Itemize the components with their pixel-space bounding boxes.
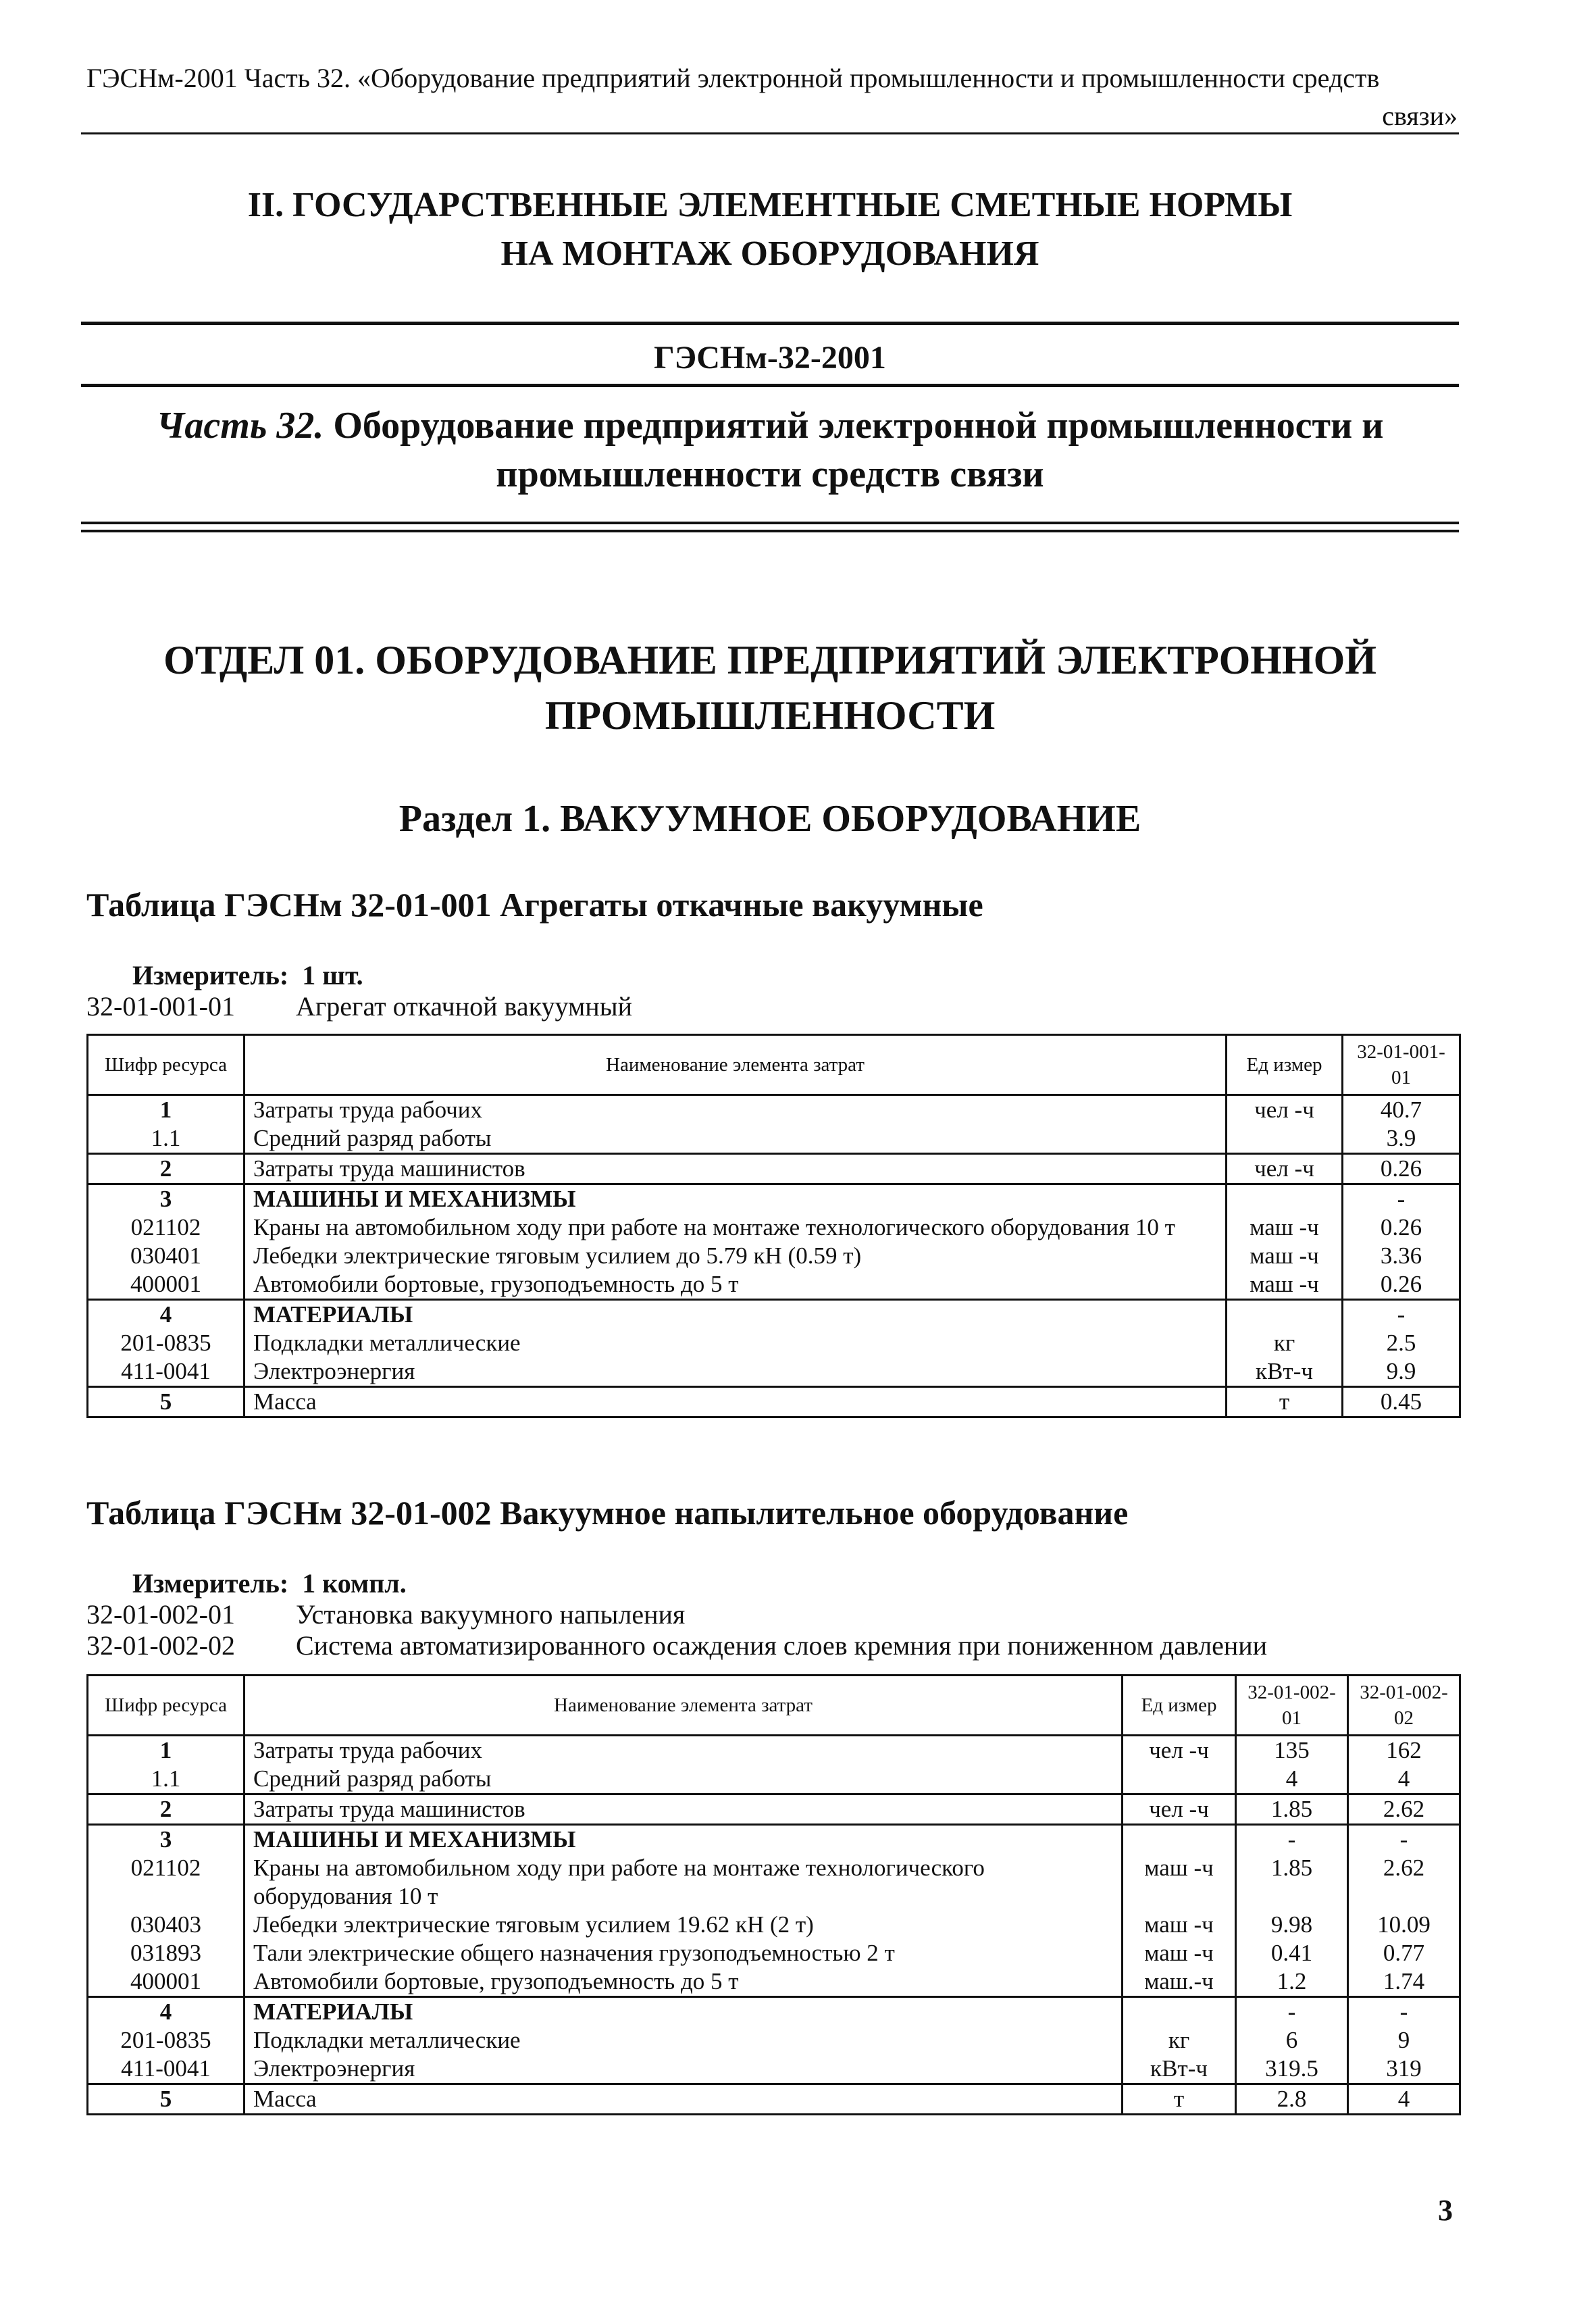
table2-measure — [132, 1567, 407, 1599]
row-value-2: 9 — [1348, 2026, 1460, 2055]
table2-rate-name-2: Система автоматизированного осаждения слоев кремния при пониженном давлении — [296, 1630, 1268, 1661]
row-value-1: 0.26 — [1343, 1270, 1460, 1300]
row-value-1: 0.26 — [1343, 1154, 1460, 1184]
row-code: 201-0835 — [88, 2026, 244, 2055]
table-row — [88, 1357, 1460, 1387]
table1 — [86, 1034, 1461, 1418]
row-name: Краны на автомобильном ходу при работе на монтаже технологического оборудования 10 т — [244, 1213, 1227, 1242]
running-header-line2: связи» — [1382, 101, 1458, 131]
row-value-1: 135 — [1236, 1736, 1348, 1765]
row-unit — [1227, 1300, 1343, 1330]
table-row — [88, 2084, 1460, 2115]
row-value-1: - — [1343, 1300, 1460, 1330]
row-unit: чел -ч — [1227, 1154, 1343, 1184]
code-rule-bottom — [81, 384, 1459, 387]
row-value-1: 9.98 — [1236, 1911, 1348, 1939]
row-name: Автомобили бортовые, грузоподъемность до 5 т — [244, 1967, 1123, 1997]
row-unit: маш -ч — [1123, 1911, 1236, 1939]
part-title-line1: Оборудование предприятий электронной промышленности и — [324, 405, 1384, 447]
row-code: 400001 — [88, 1967, 244, 1997]
row-code: 201-0835 — [88, 1329, 244, 1357]
row-name: Лебедки электрические тяговым усилием 19.62 кН (2 т) — [244, 1911, 1123, 1939]
row-value-2: - — [1348, 1825, 1460, 1855]
row-value-1: 319.5 — [1236, 2055, 1348, 2084]
row-code: 030401 — [88, 1242, 244, 1270]
row-value-2: - — [1348, 1997, 1460, 2027]
row-unit — [1123, 1765, 1236, 1794]
table1-measure — [132, 959, 363, 991]
table2-measure-label: Измеритель: — [132, 1568, 289, 1599]
table-row — [88, 1329, 1460, 1357]
row-unit: чел -ч — [1227, 1095, 1343, 1125]
row-value-2: 4 — [1348, 2084, 1460, 2115]
row-unit: т — [1123, 2084, 1236, 2115]
row-unit: маш -ч — [1123, 1939, 1236, 1967]
table-row — [88, 1736, 1460, 1765]
row-code: 2 — [88, 1154, 244, 1184]
table1-rate-name: Агрегат откачной вакуумный — [296, 991, 632, 1022]
row-name: Электроэнергия — [244, 1357, 1227, 1387]
row-value-2: 2.62 — [1348, 1854, 1460, 1911]
row-value-1: - — [1343, 1184, 1460, 1214]
code-rule-top — [81, 322, 1459, 325]
row-value-1: - — [1236, 1997, 1348, 2027]
row-code: 1.1 — [88, 1765, 244, 1794]
row-unit: маш.-ч — [1123, 1967, 1236, 1997]
table2-header-code: Шифр ресурса — [88, 1676, 244, 1736]
row-name: Затраты труда машинистов — [244, 1794, 1123, 1825]
row-code: 021102 — [88, 1854, 244, 1911]
row-code: 4 — [88, 1300, 244, 1330]
row-name: Подкладки металлические — [244, 2026, 1123, 2055]
table-row — [88, 1854, 1460, 1911]
row-value-1: 3.9 — [1343, 1124, 1460, 1154]
row-value-1: 1.85 — [1236, 1854, 1348, 1911]
row-code: 400001 — [88, 1270, 244, 1300]
table2-rate-line-2 — [86, 1630, 1267, 1661]
table-row — [88, 1213, 1460, 1242]
running-header-line1: ГЭСНм-2001 Часть 32. «Оборудование предприятий электронной промышленности и промышленности средств — [86, 63, 1380, 93]
row-code: 3 — [88, 1825, 244, 1855]
table-row — [88, 1184, 1460, 1214]
row-unit: кВт-ч — [1227, 1357, 1343, 1387]
row-name: Средний разряд работы — [244, 1765, 1123, 1794]
table2 — [86, 1674, 1461, 2115]
row-code: 021102 — [88, 1213, 244, 1242]
part-rule-2 — [81, 530, 1459, 532]
table1-header-col1: 32-01-001-01 — [1343, 1035, 1460, 1095]
row-unit: чел -ч — [1123, 1794, 1236, 1825]
row-code: 031893 — [88, 1939, 244, 1967]
table-row — [88, 1911, 1460, 1939]
row-value-1: 1.85 — [1236, 1794, 1348, 1825]
table-row — [88, 1939, 1460, 1967]
row-name: Масса — [244, 2084, 1123, 2115]
table1-header-code: Шифр ресурса — [88, 1035, 244, 1095]
row-name: Затраты труда машинистов — [244, 1154, 1227, 1184]
table2-header-name: Наименование элемента затрат — [244, 1676, 1123, 1736]
row-value-1: 2.8 — [1236, 2084, 1348, 2115]
table-row — [88, 1154, 1460, 1184]
table-row — [88, 2055, 1460, 2084]
section-heading — [81, 181, 1459, 278]
department-title — [81, 632, 1459, 743]
row-value-2: 10.09 — [1348, 1911, 1460, 1939]
row-name: Средний разряд работы — [244, 1124, 1227, 1154]
row-name: Краны на автомобильном ходу при работе на монтаже технологического оборудования 10 т — [244, 1854, 1123, 1911]
section-heading-line2: НА МОНТАЖ ОБОРУДОВАНИЯ — [500, 234, 1039, 273]
row-value-1: 0.26 — [1343, 1213, 1460, 1242]
page-number: 3 — [1438, 2194, 1453, 2227]
table1-measure-value: 1 шт. — [302, 960, 363, 990]
row-value-2: 319 — [1348, 2055, 1460, 2084]
table1-rate-line — [86, 990, 632, 1022]
row-unit: т — [1227, 1387, 1343, 1417]
row-name: МАТЕРИАЛЫ — [244, 1997, 1123, 2027]
table-row — [88, 1387, 1460, 1417]
table2-rate-line-1 — [86, 1599, 685, 1630]
row-name: Затраты труда рабочих — [244, 1736, 1123, 1765]
row-unit — [1123, 1825, 1236, 1855]
table1-header-row — [88, 1035, 1460, 1095]
table2-header-row — [88, 1676, 1460, 1736]
row-code: 1 — [88, 1095, 244, 1125]
part-rule-1 — [81, 522, 1459, 524]
row-code: 411-0041 — [88, 2055, 244, 2084]
row-value-2: 0.77 — [1348, 1939, 1460, 1967]
table-row — [88, 1270, 1460, 1300]
table-row — [88, 1967, 1460, 1997]
row-unit: маш -ч — [1227, 1213, 1343, 1242]
row-value-2: 4 — [1348, 1765, 1460, 1794]
section-title: Раздел 1. ВАКУУМНОЕ ОБОРУДОВАНИЕ — [398, 798, 1141, 840]
section-heading-line1: II. ГОСУДАРСТВЕННЫЕ ЭЛЕМЕНТНЫЕ СМЕТНЫЕ НОРМЫ — [247, 186, 1293, 224]
row-name: МАШИНЫ И МЕХАНИЗМЫ — [244, 1825, 1123, 1855]
row-value-1: 0.41 — [1236, 1939, 1348, 1967]
row-code: 5 — [88, 2084, 244, 2115]
row-value-2: 162 — [1348, 1736, 1460, 1765]
table2-header-col1: 32-01-002-01 — [1236, 1676, 1348, 1736]
table1-header-name: Наименование элемента затрат — [244, 1035, 1227, 1095]
table-row — [88, 1765, 1460, 1794]
table2-rate-name-1: Установка вакуумного напыления — [296, 1599, 686, 1630]
row-unit: маш -ч — [1227, 1242, 1343, 1270]
table1-measure-label: Измеритель: — [132, 960, 289, 990]
table-row — [88, 1997, 1460, 2027]
department-title-line2: ПРОМЫШЛЕННОСТИ — [544, 693, 996, 738]
part-title-line2: промышленности средств связи — [496, 453, 1044, 495]
table-row — [88, 1300, 1460, 1330]
doc-code: ГЭСНм-32-2001 — [654, 340, 886, 376]
table-row — [88, 1124, 1460, 1154]
table2-header-unit: Ед измер — [1123, 1676, 1236, 1736]
row-code: 1 — [88, 1736, 244, 1765]
row-value-1: 2.5 — [1343, 1329, 1460, 1357]
part-title — [81, 401, 1459, 499]
table2-rate-code-1: 32-01-002-01 — [86, 1599, 235, 1630]
row-unit: маш -ч — [1123, 1854, 1236, 1911]
row-unit: маш -ч — [1227, 1270, 1343, 1300]
row-unit — [1227, 1184, 1343, 1214]
row-unit — [1227, 1124, 1343, 1154]
row-value-2: 1.74 — [1348, 1967, 1460, 1997]
row-value-1: 6 — [1236, 2026, 1348, 2055]
row-name: Масса — [244, 1387, 1227, 1417]
row-value-1: 1.2 — [1236, 1967, 1348, 1997]
row-name: Лебедки электрические тяговым усилием до 5.79 кН (0.59 т) — [244, 1242, 1227, 1270]
row-code: 411-0041 — [88, 1357, 244, 1387]
table2-measure-value: 1 компл. — [302, 1568, 407, 1599]
table2-rate-code-2: 32-01-002-02 — [86, 1630, 235, 1661]
row-name: Автомобили бортовые, грузоподъемность до 5 т — [244, 1270, 1227, 1300]
table2-header-col2: 32-01-002-02 — [1348, 1676, 1460, 1736]
row-unit: кг — [1227, 1329, 1343, 1357]
row-code: 030403 — [88, 1911, 244, 1939]
row-code: 3 — [88, 1184, 244, 1214]
row-value-1: 3.36 — [1343, 1242, 1460, 1270]
header-rule — [81, 132, 1459, 134]
running-header — [86, 59, 1458, 135]
table-row — [88, 2026, 1460, 2055]
row-unit: чел -ч — [1123, 1736, 1236, 1765]
row-name: Подкладки металлические — [244, 1329, 1227, 1357]
row-unit: кВт-ч — [1123, 2055, 1236, 2084]
department-title-line1: ОТДЕЛ 01. ОБОРУДОВАНИЕ ПРЕДПРИЯТИЙ ЭЛЕКТРОННОЙ — [163, 638, 1376, 682]
row-value-1: 0.45 — [1343, 1387, 1460, 1417]
table-row — [88, 1095, 1460, 1125]
row-unit: кг — [1123, 2026, 1236, 2055]
row-code: 5 — [88, 1387, 244, 1417]
row-value-1: 4 — [1236, 1765, 1348, 1794]
row-name: Тали электрические общего назначения грузоподъемностью 2 т — [244, 1939, 1123, 1967]
row-name: Электроэнергия — [244, 2055, 1123, 2084]
row-name: МАШИНЫ И МЕХАНИЗМЫ — [244, 1184, 1227, 1214]
row-value-1: 40.7 — [1343, 1095, 1460, 1125]
row-name: МАТЕРИАЛЫ — [244, 1300, 1227, 1330]
table-row — [88, 1794, 1460, 1825]
table-row — [88, 1825, 1460, 1855]
row-value-1: - — [1236, 1825, 1348, 1855]
table1-header-unit: Ед измер — [1227, 1035, 1343, 1095]
row-unit — [1123, 1997, 1236, 2027]
row-value-2: 2.62 — [1348, 1794, 1460, 1825]
row-code: 4 — [88, 1997, 244, 2027]
table1-caption: Таблица ГЭСНм 32-01-001 Агрегаты откачные вакуумные — [86, 886, 983, 924]
row-value-1: 9.9 — [1343, 1357, 1460, 1387]
row-code: 2 — [88, 1794, 244, 1825]
row-code: 1.1 — [88, 1124, 244, 1154]
table-row — [88, 1242, 1460, 1270]
table2-caption: Таблица ГЭСНм 32-01-002 Вакуумное напылительное оборудование — [86, 1494, 1129, 1532]
row-name: Затраты труда рабочих — [244, 1095, 1227, 1125]
part-label: Часть 32. — [156, 405, 324, 447]
table1-rate-code: 32-01-001-01 — [86, 991, 235, 1022]
